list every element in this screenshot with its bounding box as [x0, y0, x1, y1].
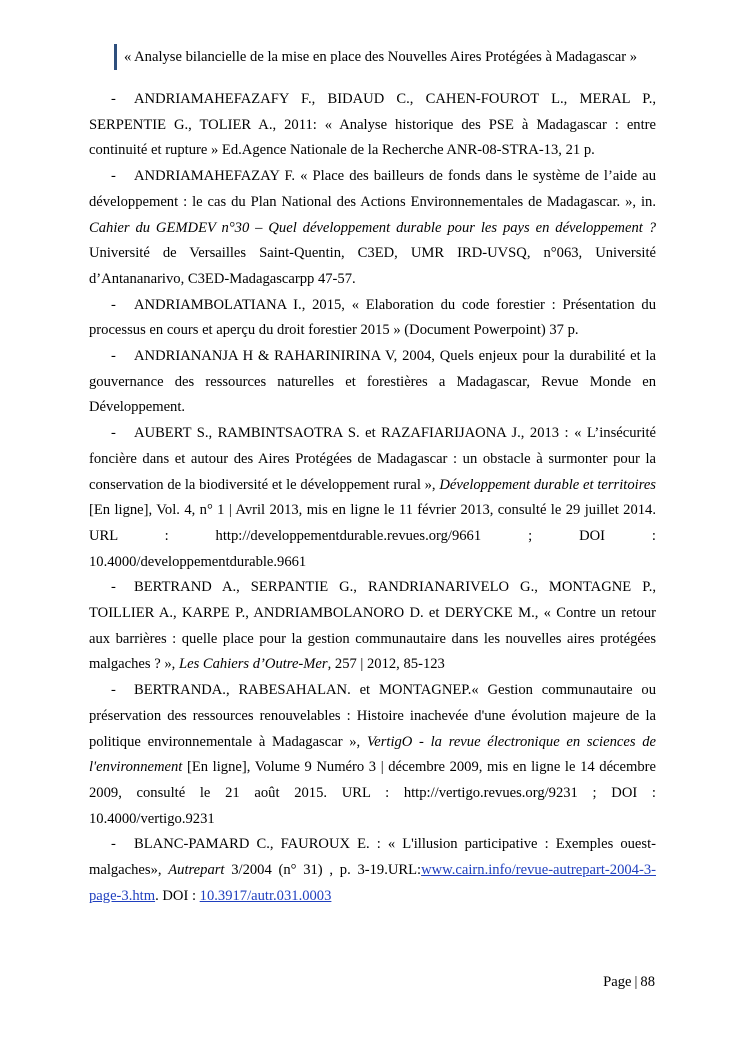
page-footer — [603, 972, 655, 992]
bibliography-entry — [89, 87, 656, 164]
entry-dash: - — [111, 425, 116, 442]
bibliography-entry — [89, 344, 656, 421]
entry-text: 3/2004 (n° 31) , p. 3-19.URL: — [224, 862, 422, 879]
doi-link[interactable]: 10.3917/autr.031.0003 — [199, 887, 332, 904]
entry-text: ANDRIAMAHEFAZAFY F., BIDAUD C., CAHEN-FOUROT L., MERAL P., SERPENTIE G., TOLIER A., 2011: « Analyse historique des PSE à Madagascar : entre continuité et rupture » Ed.Agence Nationale de la Recherche ANR-08-STRA-13, 21 p. — [89, 91, 656, 159]
entry-dash: - — [111, 682, 116, 699]
header-title: « Analyse bilancielle de la mise en place des Nouvelles Aires Protégées à Madagascar » — [124, 49, 638, 65]
bibliography-list — [89, 87, 656, 910]
page-number: 88 — [640, 974, 655, 990]
entry-dash: - — [111, 348, 116, 365]
entry-text: ANDRIANANJA H & RAHARINIRINA V, 2004, Quels enjeux pour la durabilité et la gouvernance des ressources naturelles et forestières a Madagascar, Revue Monde en Développement. — [89, 348, 656, 416]
entry-text: BERTRANDA., RABESAHALAN. et MONTAGNEP.« Gestion communautaire ou préservation des ressources renouvelables : Histoire inachevée d'une évolution majeure de la politique environnementale à Madagascar », — [89, 682, 656, 750]
entry-dash: - — [111, 296, 116, 313]
entry-text: [En ligne], Vol. 4, n° 1 | Avril 2013, mis en ligne le 11 février 2013, consulté le 29 juillet 2014. URL : http://developpementdurable.revues.org/9661 ; DOI : 10.4000/developpementdurable.9661 — [89, 502, 656, 570]
entry-text: BLANC-PAMARD C., FAUROUX E. : « L'illusion participative : Exemples ouest-malgaches», — [89, 836, 656, 879]
entry-title-italic: VertigO - la revue électronique en sciences de l'environnement — [89, 733, 656, 776]
running-header — [114, 44, 684, 70]
entry-text: , 257 | 2012, 85-123 — [327, 656, 445, 673]
entry-text: . DOI : — [155, 887, 200, 904]
entry-title-italic: Autrepart — [168, 862, 225, 879]
entry-text: ANDRIAMBOLATIANA I., 2015, « Elaboration du code forestier : Présentation du processus en cours et aperçu du droit forestier 2015 » (Document Powerpoint) 37 p. — [89, 296, 656, 339]
bibliography-entry — [89, 678, 656, 832]
entry-title-italic: Développement durable et territoires — [439, 476, 656, 493]
page-separator: | — [634, 974, 638, 990]
entry-title-italic: Cahier du GEMDEV n°30 – Quel développement durable pour les pays en développement ? — [89, 219, 656, 236]
bibliography-entry — [89, 832, 656, 909]
entry-dash: - — [111, 836, 116, 853]
cairn-url-link[interactable]: www.cairn.info/revue-autrepart-2004-3-page-3.htm — [89, 862, 656, 904]
entry-text: BERTRAND A., SERPANTIE G., RANDRIANARIVELO G., MONTAGNE P., TOILLIER A., KARPE P., ANDRIAMBOLANORO D. et DERYCKE M., « Contre un retour aux barrières : quelle place pour la gestion communautaire dans les nouvelles aires protégées malgaches ? », — [89, 579, 656, 673]
bibliography-entry — [89, 293, 656, 344]
bibliography-entry — [89, 164, 656, 293]
entry-text: Université de Versailles Saint-Quentin, C3ED, UMR IRD-UVSQ, n°063, Université d’Antananarivo, C3ED-Madagascarpp 47-57. — [89, 245, 656, 287]
page-label: Page — [603, 974, 632, 990]
entry-text: [En ligne], Volume 9 Numéro 3 | décembre 2009, mis en ligne le 14 décembre 2009, consulté le 21 août 2015. URL : http://vertigo.revues.org/9231 ; DOI : 10.4000/vertigo.9231 — [89, 759, 656, 827]
entry-title-italic: Les Cahiers d’Outre-Mer — [178, 656, 328, 673]
bibliography-entry — [89, 421, 656, 575]
entry-dash: - — [111, 579, 116, 596]
entry-text: ANDRIAMAHEFAZAY F. « Place des bailleurs de fonds dans le système de l’aide au développement : le cas du Plan National des Actions Environnementales de Madagascar. », in. — [89, 168, 656, 210]
entry-dash: - — [111, 91, 116, 107]
entry-text: AUBERT S., RAMBINTSAOTRA S. et RAZAFIARIJAONA J., 2013 : « L’insécurité foncière dans et autour des Aires Protégées de Madagascar : un obstacle à surmonter pour la conservation de la biodiversité et le développement rural », — [89, 425, 656, 493]
entry-dash: - — [111, 168, 116, 185]
bibliography-entry — [89, 575, 656, 678]
